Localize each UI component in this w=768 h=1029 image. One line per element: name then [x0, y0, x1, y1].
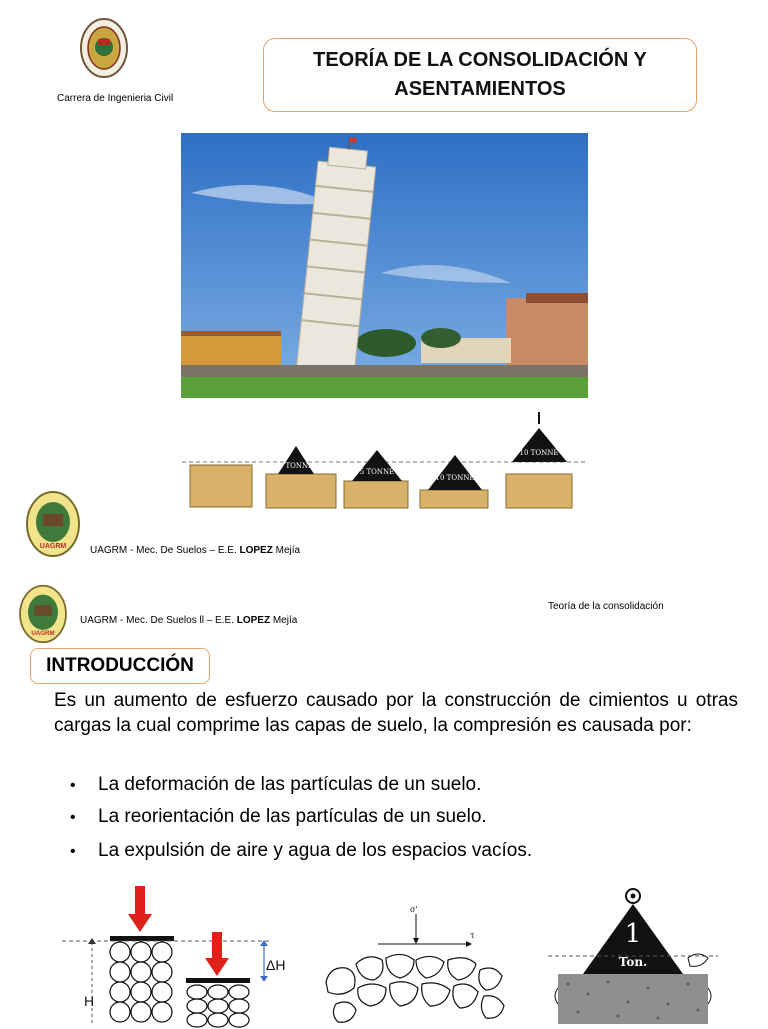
- bullet-item: [70, 805, 487, 830]
- svg-text:UAGRM: UAGRM: [39, 543, 67, 550]
- civil-engineering-logo: [25, 490, 81, 558]
- university-seal-logo: [79, 17, 129, 79]
- load-label-1: 1 TONNE: [278, 462, 314, 470]
- topic-label: Teoría de la consolidación: [548, 601, 664, 612]
- fig-ton-number: 1: [624, 919, 642, 949]
- bullet-dot: •: [70, 809, 76, 826]
- particle-reorientation-figure: [316, 900, 508, 1024]
- bullet-dot: •: [70, 777, 76, 794]
- particle-compression-figure: [62, 884, 286, 1024]
- fig-label-delta-h: ΔH: [266, 957, 286, 973]
- slide1-footer: [90, 545, 300, 556]
- fig-label-tau: τ: [470, 931, 475, 940]
- header-bold: LOPEZ: [236, 615, 271, 626]
- department-label: Carrera de Ingenieria Civil: [57, 93, 174, 104]
- leaning-tower-photo: [181, 133, 588, 398]
- title-line-2: ASENTAMIENTOS: [394, 78, 566, 100]
- slide-title-box: [263, 38, 697, 112]
- header-prefix: UAGRM - Mec. De Suelos ll – E.E.: [80, 615, 237, 626]
- intro-paragraph: Es un aumento de esfuerzo causado por la construcción de cimientos u otras cargas la cual comprime las capas de suelo, la compresión es causada por:: [54, 690, 738, 736]
- bullet-text: La expulsión de aire y agua de los espacios vacíos.: [98, 840, 533, 861]
- footer-prefix: UAGRM - Mec. De Suelos – E.E.: [90, 545, 240, 556]
- bullet-dot: •: [70, 843, 76, 860]
- load-label-4: 10 TONNE: [519, 449, 559, 457]
- bullet-text: La reorientación de las partículas de un suelo.: [98, 806, 487, 827]
- slide2-header: [80, 615, 297, 626]
- bullet-text: La deformación de las partículas de un suelo.: [98, 774, 482, 795]
- load-label-3: 10 TONNE: [435, 474, 475, 482]
- footer-bold: LOPEZ: [239, 545, 273, 556]
- load-label-2: 5 TONNE: [359, 468, 395, 476]
- civil-engineering-logo-small: [18, 584, 68, 644]
- fig-ton-unit: Ton.: [618, 955, 648, 969]
- fig-label-sigma: σ': [410, 905, 418, 914]
- fig-label-h: H: [84, 993, 95, 1009]
- header-suffix: Mejía: [270, 615, 298, 626]
- footer-suffix: Mejía: [272, 545, 301, 556]
- title-line-1: TEORÍA DE LA CONSOLIDACIÓN Y: [313, 49, 647, 71]
- svg-text:UAGRM: UAGRM: [31, 630, 55, 638]
- section-title: INTRODUCCIÓN: [30, 648, 210, 684]
- load-settlement-diagram: [182, 410, 588, 520]
- bullet-item: [70, 839, 532, 864]
- bullet-item: [70, 773, 481, 798]
- ton-weight-soil-figure: [548, 884, 718, 1024]
